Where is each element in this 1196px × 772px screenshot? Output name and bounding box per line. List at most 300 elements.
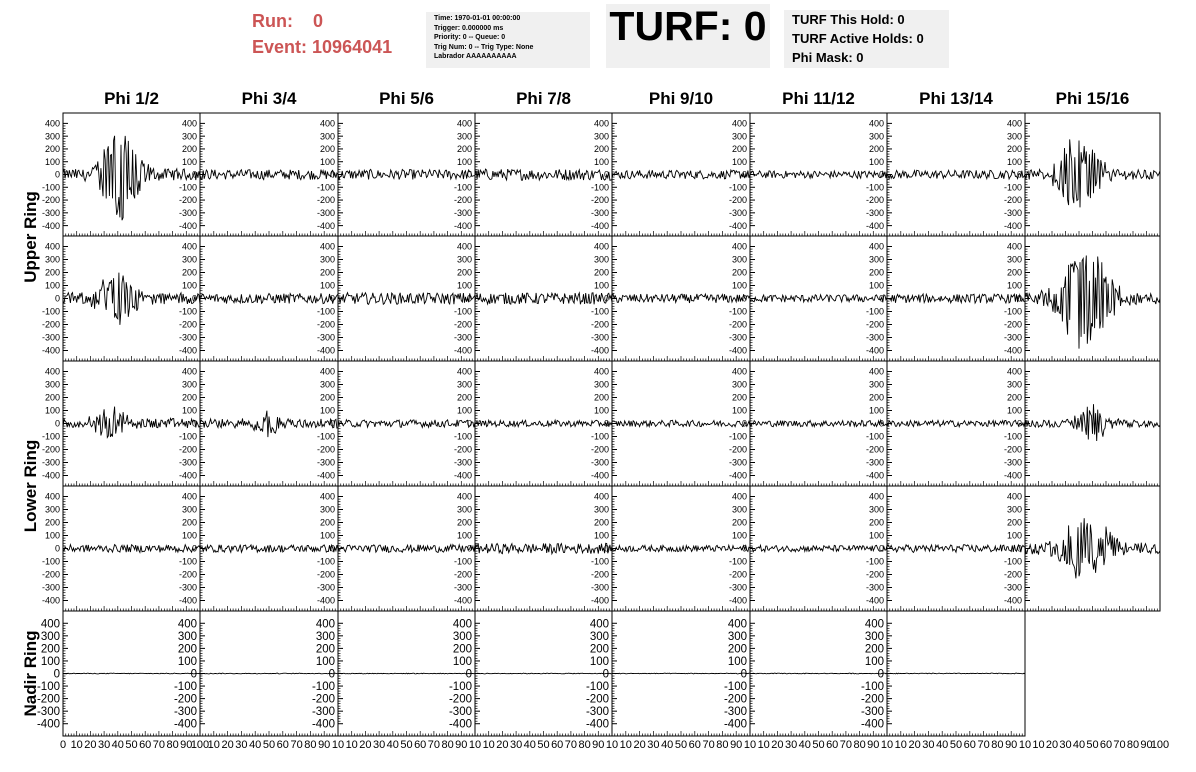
y-tick-label: 100 xyxy=(731,405,747,416)
phi-header-5: Phi 9/10 xyxy=(648,89,714,108)
x-tick-label: 50 xyxy=(262,739,276,751)
y-tick-label: -300 xyxy=(590,207,609,218)
waveform-trace xyxy=(612,170,750,179)
phi-header-1: Phi 1/2 xyxy=(104,89,159,108)
x-tick-label: 10 xyxy=(70,739,83,751)
turf-title: TURF: 0 xyxy=(609,4,767,49)
y-tick-label: -100 xyxy=(585,681,609,694)
x-tick-label: 10 xyxy=(1018,739,1032,751)
x-tick-label: 40 xyxy=(111,739,124,751)
y-tick-label: 400 xyxy=(868,241,884,252)
y-tick-label: 400 xyxy=(868,491,884,502)
y-tick-label: -100 xyxy=(723,681,747,694)
y-tick-label: 400 xyxy=(593,118,609,129)
y-tick-label: -200 xyxy=(1003,319,1022,330)
y-tick-label: -300 xyxy=(178,457,197,468)
y-tick-label: 200 xyxy=(868,267,884,278)
y-tick-label: 400 xyxy=(44,491,60,502)
y-tick-label: 0 xyxy=(466,418,472,429)
y-tick-label: -100 xyxy=(41,182,60,193)
waveform-trace xyxy=(338,420,475,428)
waveform-trace xyxy=(1025,404,1160,441)
y-tick-label: -400 xyxy=(590,345,609,356)
y-tick-label: -100 xyxy=(865,556,884,567)
y-tick-label: -400 xyxy=(41,595,60,606)
y-tick-label: -400 xyxy=(41,220,60,231)
x-tick-label: 80 xyxy=(991,739,1004,751)
phi-header-2: Phi 3/4 xyxy=(241,89,297,108)
x-tick-label: 10 xyxy=(894,739,907,751)
y-tick-label: 0 xyxy=(1016,293,1022,304)
y-tick-label: 300 xyxy=(181,504,197,515)
y-tick-label: 200 xyxy=(1006,267,1022,278)
x-tick-label: 80 xyxy=(716,739,729,751)
panel-r1-c6 xyxy=(729,113,887,236)
x-tick-label: 50 xyxy=(537,739,550,751)
y-tick-label: -200 xyxy=(41,195,60,206)
x-tick-label: 30 xyxy=(922,739,935,751)
x-tick-label: 60 xyxy=(139,739,152,751)
panel-r2-c5 xyxy=(591,236,750,361)
y-tick-label: -300 xyxy=(590,332,609,343)
y-tick-label: -400 xyxy=(316,345,335,356)
y-tick-label: -200 xyxy=(590,319,609,330)
y-tick-label: -200 xyxy=(178,569,197,580)
y-tick-label: -100 xyxy=(178,182,197,193)
y-tick-label: -100 xyxy=(41,431,60,442)
y-tick-label: 0 xyxy=(1016,169,1022,180)
y-tick-label: -200 xyxy=(316,195,335,206)
y-tick-label: 100 xyxy=(593,530,609,541)
y-tick-label: -300 xyxy=(1003,582,1022,593)
x-tick-label: 30 xyxy=(1059,739,1072,751)
y-tick-label: -200 xyxy=(590,569,609,580)
waveform-trace xyxy=(200,293,338,303)
y-tick-label: -400 xyxy=(1003,220,1022,231)
panel-r3-c2 xyxy=(179,361,338,486)
y-tick-label: 300 xyxy=(593,254,609,265)
panel-r2-c8 xyxy=(1004,236,1160,361)
y-tick-label: -400 xyxy=(865,345,884,356)
y-tick-label: -400 xyxy=(453,470,472,481)
y-tick-label: -400 xyxy=(453,345,472,356)
x-tick-label: 50 xyxy=(125,739,138,751)
y-tick-label: 200 xyxy=(177,643,197,656)
y-tick-label: 400 xyxy=(452,618,472,631)
y-tick-label: 300 xyxy=(452,630,472,643)
y-tick-label: -200 xyxy=(590,195,609,206)
y-tick-label: -300 xyxy=(41,332,60,343)
y-tick-label: -400 xyxy=(316,470,335,481)
y-tick-label: 400 xyxy=(181,241,197,252)
y-tick-label: 100 xyxy=(593,156,609,167)
y-tick-label: 0 xyxy=(54,293,60,304)
y-tick-label: -300 xyxy=(453,207,472,218)
panel-r3-c3 xyxy=(317,361,475,486)
x-tick-label: 90 xyxy=(455,739,468,751)
panel-r2-c4 xyxy=(454,236,612,361)
y-tick-label: 0 xyxy=(191,543,197,554)
x-tick-label: 90 xyxy=(592,739,605,751)
x-tick-label: 70 xyxy=(839,739,853,751)
x-tick-label: 60 xyxy=(551,739,564,751)
y-tick-label: -100 xyxy=(453,556,472,567)
y-tick-label: 0 xyxy=(329,169,335,180)
y-tick-label: -200 xyxy=(865,444,884,455)
panel-r4-c3 xyxy=(317,486,475,611)
phi-header-4: Phi 7/8 xyxy=(516,89,571,108)
y-tick-label: 400 xyxy=(319,118,335,129)
panel-r1-c3 xyxy=(317,113,475,236)
y-tick-label: 400 xyxy=(868,118,884,129)
x-tick-label: 50 xyxy=(949,739,963,751)
panel-r3-c7 xyxy=(866,361,1025,486)
y-tick-label: 300 xyxy=(456,379,472,390)
x-tick-label: 10 xyxy=(605,739,619,751)
y-tick-label: 400 xyxy=(731,241,747,252)
y-tick-label: 200 xyxy=(1006,392,1022,403)
y-tick-label: 0 xyxy=(54,418,60,429)
x-tick-label: 90 xyxy=(180,739,193,751)
y-tick-label: 100 xyxy=(868,156,884,167)
y-tick-label: 300 xyxy=(593,504,609,515)
y-tick-label: -300 xyxy=(585,706,609,719)
y-tick-label: 400 xyxy=(456,118,472,129)
x-tick-label: 60 xyxy=(276,739,289,751)
panel-r2-c3 xyxy=(317,236,475,361)
y-tick-label: -400 xyxy=(865,220,884,231)
y-tick-label: 100 xyxy=(456,530,472,541)
x-tick-label: 80 xyxy=(441,739,454,751)
y-tick-label: -400 xyxy=(316,220,335,231)
y-tick-label: -300 xyxy=(865,332,884,343)
waveform-trace xyxy=(887,420,1025,426)
y-tick-label: 100 xyxy=(868,405,884,416)
y-tick-label: 100 xyxy=(40,655,60,668)
x-tick-label: 90 xyxy=(867,739,880,751)
x-tick-label: 60 xyxy=(414,739,427,751)
y-tick-label: 100 xyxy=(181,405,197,416)
y-tick-label: -400 xyxy=(173,718,197,731)
y-tick-label: -400 xyxy=(865,470,884,481)
y-tick-label: -100 xyxy=(178,556,197,567)
x-tick-label: 40 xyxy=(1072,739,1086,751)
y-tick-label: 100 xyxy=(868,280,884,291)
y-tick-label: -200 xyxy=(865,569,884,580)
y-tick-label: 0 xyxy=(466,543,472,554)
y-tick-label: -100 xyxy=(728,306,747,317)
y-tick-label: 200 xyxy=(1006,144,1022,155)
y-tick-label: 0 xyxy=(603,169,609,180)
y-tick-label: -100 xyxy=(448,681,472,694)
y-tick-label: 400 xyxy=(315,618,335,631)
waveform-trace xyxy=(475,543,612,553)
y-tick-label: 200 xyxy=(727,643,747,656)
y-tick-label: 300 xyxy=(1006,379,1022,390)
y-tick-label: 300 xyxy=(731,379,747,390)
y-tick-label: 300 xyxy=(731,504,747,515)
x-tick-label: 20 xyxy=(633,739,646,751)
x-tick-label: 20 xyxy=(1045,739,1059,751)
y-tick-label: 200 xyxy=(319,267,335,278)
y-tick-label: 0 xyxy=(329,293,335,304)
y-tick-label: 0 xyxy=(740,668,747,681)
x-tick-label: 60 xyxy=(688,739,701,751)
phi-header-3: Phi 5/6 xyxy=(379,89,434,108)
y-tick-label: 400 xyxy=(181,491,197,502)
x-tick-label: 20 xyxy=(496,739,509,751)
y-tick-label: 200 xyxy=(44,144,60,155)
y-tick-label: 400 xyxy=(593,241,609,252)
y-tick-label: 400 xyxy=(181,366,197,377)
y-tick-label: -300 xyxy=(178,332,197,343)
x-tick-label: 90 xyxy=(1140,739,1153,751)
y-tick-label: 300 xyxy=(319,254,335,265)
y-tick-label: 0 xyxy=(878,543,884,554)
run-value: 0 xyxy=(313,11,324,31)
y-tick-label: -100 xyxy=(865,182,884,193)
y-tick-label: 0 xyxy=(54,543,60,554)
y-tick-label: 400 xyxy=(44,241,60,252)
y-tick-label: 400 xyxy=(1006,241,1022,252)
y-tick-label: -100 xyxy=(41,306,60,317)
x-tick-label: 70 xyxy=(427,739,441,751)
y-tick-label: -100 xyxy=(453,306,472,317)
y-tick-label: 100 xyxy=(868,530,884,541)
waveform-trace xyxy=(750,545,887,551)
x-tick-label: 100 xyxy=(190,739,210,751)
y-tick-label: -400 xyxy=(178,470,197,481)
y-tick-label: -100 xyxy=(311,681,335,694)
y-tick-label: 400 xyxy=(589,618,609,631)
y-tick-label: 300 xyxy=(593,131,609,142)
x-tick-label: 80 xyxy=(578,739,591,751)
y-tick-label: -100 xyxy=(590,182,609,193)
y-tick-label: -400 xyxy=(860,718,884,731)
x-tick-label: 20 xyxy=(84,739,97,751)
y-tick-label: 400 xyxy=(319,241,335,252)
y-tick-label: 100 xyxy=(731,280,747,291)
y-tick-label: 200 xyxy=(456,267,472,278)
y-tick-label: -100 xyxy=(316,182,335,193)
y-tick-label: -200 xyxy=(585,693,609,706)
y-tick-label: 400 xyxy=(181,118,197,129)
y-tick-label: -100 xyxy=(865,306,884,317)
panel-r4-c7 xyxy=(866,486,1025,611)
panel-r4-c8 xyxy=(1004,486,1160,611)
y-tick-label: 300 xyxy=(181,379,197,390)
y-tick-label: 300 xyxy=(40,630,60,643)
y-tick-label: -400 xyxy=(1003,595,1022,606)
y-tick-label: -400 xyxy=(585,718,609,731)
y-tick-label: -100 xyxy=(590,431,609,442)
y-tick-label: -100 xyxy=(178,306,197,317)
x-tick-label: 40 xyxy=(661,739,674,751)
y-tick-label: 300 xyxy=(44,254,60,265)
waveform-trace xyxy=(750,420,887,426)
x-tick-label: 60 xyxy=(826,739,839,751)
y-tick-label: 300 xyxy=(1006,254,1022,265)
y-tick-label: 100 xyxy=(864,655,884,668)
y-tick-label: -300 xyxy=(590,582,609,593)
y-tick-label: -200 xyxy=(1003,195,1022,206)
y-tick-label: -400 xyxy=(728,595,747,606)
x-tick-label: 60 xyxy=(1099,739,1113,751)
y-tick-label: 100 xyxy=(1006,405,1022,416)
y-tick-label: -300 xyxy=(865,207,884,218)
ring-label-lower-ring: Lower Ring xyxy=(21,439,40,533)
y-tick-label: -300 xyxy=(453,332,472,343)
y-tick-label: 100 xyxy=(44,280,60,291)
y-tick-label: 400 xyxy=(44,118,60,129)
y-tick-label: 0 xyxy=(466,293,472,304)
y-tick-label: 100 xyxy=(1006,530,1022,541)
turf-active-holds: TURF Active Holds: 0 xyxy=(792,31,924,46)
y-tick-label: -400 xyxy=(178,220,197,231)
y-tick-label: -300 xyxy=(316,582,335,593)
y-tick-label: 200 xyxy=(593,144,609,155)
y-tick-label: 100 xyxy=(731,530,747,541)
x-tick-label: 40 xyxy=(386,739,399,751)
panel-r1-c5 xyxy=(591,113,750,236)
y-tick-label: 400 xyxy=(1006,491,1022,502)
x-tick-label: 0 xyxy=(59,739,67,751)
x-tick-label: 20 xyxy=(908,739,921,751)
x-tick-label: 10 xyxy=(757,739,770,751)
phi-mask: Phi Mask: 0 xyxy=(792,50,864,65)
waveform-trace xyxy=(1025,256,1160,349)
waveform-trace xyxy=(338,293,475,305)
y-tick-label: -200 xyxy=(448,693,472,706)
waveform-trace xyxy=(475,293,612,305)
y-tick-label: 200 xyxy=(44,392,60,403)
waveform-trace xyxy=(338,169,475,179)
waveform-trace xyxy=(338,673,475,674)
y-tick-label: -400 xyxy=(590,595,609,606)
waveform-trace xyxy=(612,294,750,303)
y-tick-label: 200 xyxy=(593,517,609,528)
waveform-trace xyxy=(887,673,1025,674)
y-tick-label: 0 xyxy=(741,169,747,180)
y-tick-label: 100 xyxy=(44,405,60,416)
y-tick-label: 300 xyxy=(319,504,335,515)
x-tick-label: 50 xyxy=(812,739,825,751)
y-tick-label: -100 xyxy=(36,681,60,694)
y-tick-label: -200 xyxy=(728,444,747,455)
panel-r2-c6 xyxy=(729,236,887,361)
y-tick-label: 100 xyxy=(593,280,609,291)
y-tick-label: -300 xyxy=(453,457,472,468)
trigger-line: Trigger: 0.000000 ms xyxy=(434,24,504,32)
waveform-trace xyxy=(200,170,338,180)
ring-label-nadir-ring: Nadir Ring xyxy=(21,630,40,717)
x-tick-label: 10 xyxy=(880,739,894,751)
y-tick-label: -300 xyxy=(728,332,747,343)
y-tick-label: 300 xyxy=(868,504,884,515)
y-tick-label: 200 xyxy=(319,517,335,528)
y-tick-label: 400 xyxy=(731,118,747,129)
y-tick-label: 0 xyxy=(877,668,884,681)
y-tick-label: -400 xyxy=(41,470,60,481)
x-tick-label: 10 xyxy=(468,739,482,751)
y-tick-label: 200 xyxy=(181,267,197,278)
x-tick-label: 10 xyxy=(482,739,495,751)
waveform-trace xyxy=(887,170,1025,179)
y-tick-label: -200 xyxy=(453,195,472,206)
x-tick-label: 90 xyxy=(318,739,331,751)
x-tick-label: 10 xyxy=(207,739,220,751)
y-tick-label: 0 xyxy=(329,418,335,429)
y-tick-label: -300 xyxy=(316,332,335,343)
y-tick-label: -200 xyxy=(316,569,335,580)
y-tick-label: -300 xyxy=(178,582,197,593)
y-tick-label: -100 xyxy=(316,431,335,442)
y-tick-label: 100 xyxy=(456,156,472,167)
x-tick-label: 80 xyxy=(1126,739,1140,751)
y-tick-label: 400 xyxy=(44,366,60,377)
y-tick-label: 300 xyxy=(589,630,609,643)
y-tick-label: 300 xyxy=(868,131,884,142)
y-tick-label: -400 xyxy=(1003,470,1022,481)
y-tick-label: -300 xyxy=(316,457,335,468)
y-tick-label: 0 xyxy=(741,543,747,554)
y-tick-label: -300 xyxy=(316,207,335,218)
y-tick-label: 400 xyxy=(319,366,335,377)
labrador-line: Labrador AAAAAAAAAA xyxy=(434,53,517,60)
x-tick-label: 50 xyxy=(1086,739,1099,751)
x-tick-label: 100 xyxy=(1150,739,1170,751)
panel-r2-c1 xyxy=(42,236,200,361)
y-tick-label: 0 xyxy=(1016,418,1022,429)
y-tick-label: -100 xyxy=(316,556,335,567)
panel-r1-c2 xyxy=(179,113,338,236)
priority-line: Priority: 0 -- Queue: 0 xyxy=(434,34,506,41)
y-tick-label: 100 xyxy=(181,156,197,167)
y-tick-label: 300 xyxy=(1006,504,1022,515)
y-tick-label: 200 xyxy=(593,392,609,403)
waveform-trace xyxy=(63,545,200,553)
y-tick-label: -400 xyxy=(728,220,747,231)
x-tick-label: 20 xyxy=(771,739,784,751)
y-tick-label: -100 xyxy=(41,556,60,567)
panel-r1-c4 xyxy=(454,113,612,236)
y-tick-label: -400 xyxy=(448,718,472,731)
y-tick-label: 0 xyxy=(602,668,609,681)
waveform-trace xyxy=(63,273,200,325)
panel-r3-c8 xyxy=(1004,361,1160,486)
panel-r4-c5 xyxy=(591,486,750,611)
y-tick-label: -300 xyxy=(865,582,884,593)
trig-num-line: Trig Num: 0 -- Trig Type: None xyxy=(434,43,534,51)
y-tick-label: -100 xyxy=(728,182,747,193)
waveform-trace xyxy=(612,545,750,551)
y-tick-label: -300 xyxy=(311,706,335,719)
y-tick-label: 300 xyxy=(456,254,472,265)
y-tick-label: 400 xyxy=(731,366,747,377)
x-tick-label: 90 xyxy=(1005,739,1018,751)
y-tick-label: 100 xyxy=(319,280,335,291)
y-tick-label: 0 xyxy=(603,293,609,304)
y-tick-label: 300 xyxy=(868,254,884,265)
y-tick-label: -100 xyxy=(178,431,197,442)
y-tick-label: 100 xyxy=(456,405,472,416)
y-tick-label: 100 xyxy=(727,655,747,668)
y-tick-label: -200 xyxy=(728,195,747,206)
y-tick-label: 400 xyxy=(456,241,472,252)
y-tick-label: -300 xyxy=(590,457,609,468)
y-tick-label: 300 xyxy=(315,630,335,643)
y-tick-label: -400 xyxy=(590,220,609,231)
